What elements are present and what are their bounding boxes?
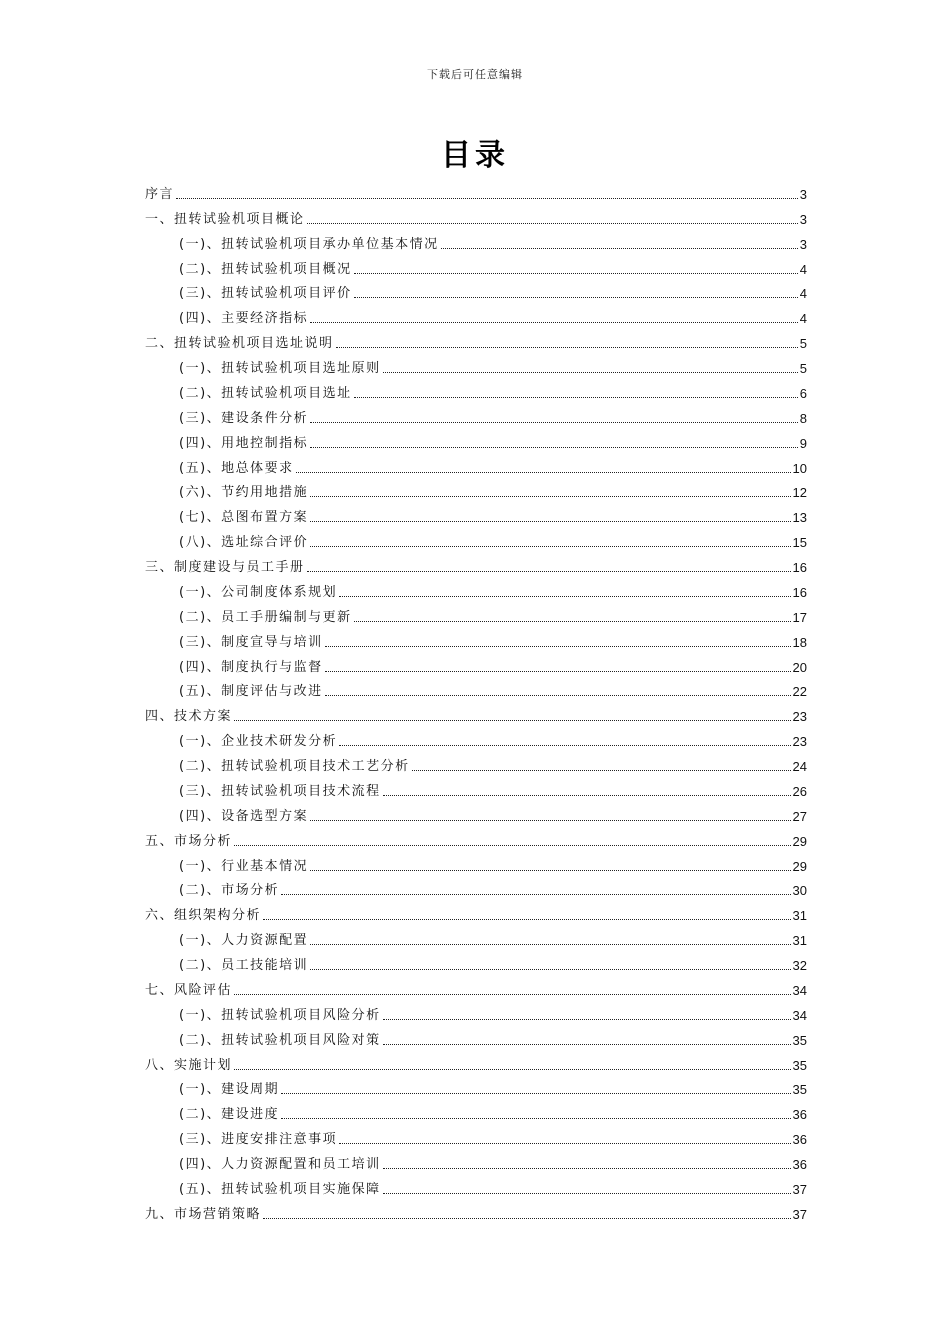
toc-dot-leader xyxy=(354,296,798,298)
table-of-contents xyxy=(145,178,807,1223)
toc-dot-leader xyxy=(339,744,790,746)
toc-dot-leader xyxy=(339,595,790,597)
toc-entry-label: (二)、员工技能培训 xyxy=(179,958,309,973)
toc-entry-label: (三)、进度安排注意事项 xyxy=(179,1132,338,1148)
toc-dot-leader xyxy=(176,197,798,199)
toc-dot-leader xyxy=(310,321,798,323)
toc-dot-leader xyxy=(383,1192,791,1194)
toc-entry-label: 七、风险评估 xyxy=(145,982,233,998)
toc-entry[interactable] xyxy=(145,1198,807,1223)
toc-entry-page: 36 xyxy=(792,1107,807,1123)
toc-entry[interactable] xyxy=(145,402,807,427)
toc-entry-label: 三、制度建设与员工手册 xyxy=(145,560,305,575)
toc-entry-page: 16 xyxy=(792,560,807,575)
toc-entry-page: 12 xyxy=(792,485,807,501)
toc-dot-leader xyxy=(310,495,790,497)
toc-dot-leader xyxy=(325,645,791,647)
toc-entry-label: (二)、扭转试验机项目技术工艺分析 xyxy=(179,759,410,774)
toc-entry[interactable] xyxy=(145,1098,807,1123)
toc-entry-page: 24 xyxy=(792,759,807,774)
toc-entry[interactable] xyxy=(145,676,807,701)
toc-entry[interactable] xyxy=(145,1074,807,1099)
toc-entry[interactable] xyxy=(145,924,807,949)
toc-dot-leader xyxy=(383,1018,791,1020)
toc-dot-leader xyxy=(412,769,791,771)
toc-entry[interactable] xyxy=(145,278,807,303)
toc-entry-label: (一)、公司制度体系规划 xyxy=(179,584,338,600)
toc-dot-leader xyxy=(281,893,790,895)
toc-entry-page: 35 xyxy=(792,1082,807,1098)
toc-entry[interactable] xyxy=(145,775,807,800)
toc-dot-leader xyxy=(307,222,798,224)
toc-dot-leader xyxy=(310,968,790,970)
toc-entry[interactable] xyxy=(145,875,807,900)
toc-entry-label: (四)、主要经济指标 xyxy=(179,311,309,327)
toc-dot-leader xyxy=(383,371,798,373)
toc-entry-page: 31 xyxy=(792,908,807,924)
toc-entry-page: 5 xyxy=(799,361,807,376)
toc-entry-label: (一)、企业技术研发分析 xyxy=(179,734,338,750)
toc-entry-page: 8 xyxy=(799,410,807,426)
toc-entry-label: (三)、建设条件分析 xyxy=(179,410,309,426)
toc-entry-page: 34 xyxy=(792,1007,807,1023)
toc-entry-label: (五)、扭转试验机项目实施保障 xyxy=(179,1181,381,1197)
toc-entry[interactable] xyxy=(145,974,807,999)
toc-dot-leader xyxy=(383,1167,791,1169)
toc-entry-label: 二、扭转试验机项目选址说明 xyxy=(145,336,334,352)
toc-entry[interactable] xyxy=(145,850,807,875)
toc-entry-label: (二)、员工手册编制与更新 xyxy=(179,609,352,625)
toc-entry[interactable] xyxy=(145,700,807,725)
toc-entry-page: 20 xyxy=(792,659,807,675)
toc-entry-label: (四)、设备选型方案 xyxy=(179,808,309,824)
toc-dot-leader xyxy=(325,670,791,672)
toc-entry-label: (四)、用地控制指标 xyxy=(179,435,309,451)
toc-entry[interactable] xyxy=(145,1049,807,1074)
toc-dot-leader xyxy=(281,1117,790,1119)
toc-entry-page: 6 xyxy=(799,385,807,401)
toc-entry-page: 30 xyxy=(792,883,807,899)
toc-entry[interactable] xyxy=(145,1173,807,1198)
toc-entry[interactable] xyxy=(145,651,807,676)
toc-dot-leader xyxy=(263,1217,791,1219)
toc-entry[interactable] xyxy=(145,1123,807,1148)
toc-entry[interactable] xyxy=(145,427,807,452)
toc-entry-page: 23 xyxy=(792,709,807,725)
toc-entry-page: 13 xyxy=(792,510,807,526)
toc-entry-page: 3 xyxy=(799,186,807,202)
toc-entry-label: (三)、制度宣导与培训 xyxy=(179,634,323,650)
toc-entry[interactable] xyxy=(145,1148,807,1173)
toc-entry[interactable] xyxy=(145,725,807,750)
toc-entry[interactable] xyxy=(145,825,807,850)
toc-entry-page: 10 xyxy=(792,460,807,476)
toc-entry[interactable] xyxy=(145,949,807,974)
toc-dot-leader xyxy=(234,1068,791,1070)
toc-entry-page: 23 xyxy=(792,734,807,750)
toc-entry[interactable] xyxy=(145,750,807,775)
toc-dot-leader xyxy=(354,620,791,622)
toc-entry[interactable] xyxy=(145,228,807,253)
toc-entry[interactable] xyxy=(145,800,807,825)
toc-entry-page: 27 xyxy=(792,808,807,824)
toc-entry-page: 4 xyxy=(799,311,807,327)
toc-entry-page: 32 xyxy=(792,958,807,973)
toc-entry-page: 34 xyxy=(792,982,807,998)
toc-entry-label: (五)、制度评估与改进 xyxy=(179,684,323,700)
toc-entry-label: 一、扭转试验机项目概论 xyxy=(145,211,305,227)
toc-entry-label: 八、实施计划 xyxy=(145,1057,233,1073)
toc-entry-page: 29 xyxy=(792,833,807,849)
toc-entry-label: (一)、扭转试验机项目风险分析 xyxy=(179,1007,381,1023)
toc-entry-page: 26 xyxy=(792,783,807,799)
toc-dot-leader xyxy=(310,545,790,547)
toc-entry-label: 五、市场分析 xyxy=(145,833,233,849)
toc-entry-label: (一)、扭转试验机项目选址原则 xyxy=(179,361,381,376)
toc-entry[interactable] xyxy=(145,203,807,228)
toc-dot-leader xyxy=(310,421,798,423)
toc-entry-label: (二)、扭转试验机项目风险对策 xyxy=(179,1032,381,1048)
toc-dot-leader xyxy=(310,819,790,821)
toc-entry[interactable] xyxy=(145,477,807,502)
toc-dot-leader xyxy=(263,918,791,920)
toc-entry-page: 35 xyxy=(792,1057,807,1073)
toc-entry-label: (一)、建设周期 xyxy=(179,1082,280,1098)
toc-entry-page: 17 xyxy=(792,609,807,625)
toc-entry-label: 九、市场营销策略 xyxy=(145,1206,262,1222)
toc-entry-page: 18 xyxy=(792,634,807,650)
toc-title: 目录 xyxy=(441,138,509,173)
toc-entry-label: 四、技术方案 xyxy=(145,709,233,725)
toc-entry-page: 36 xyxy=(792,1157,807,1172)
toc-entry-page: 37 xyxy=(792,1181,807,1197)
toc-dot-leader xyxy=(325,694,791,696)
toc-dot-leader xyxy=(234,844,791,846)
toc-dot-leader xyxy=(307,570,791,572)
toc-entry-page: 9 xyxy=(799,435,807,451)
page-header: 下载后可任意编辑 xyxy=(427,68,523,81)
toc-entry-label: (一)、行业基本情况 xyxy=(179,858,309,874)
toc-dot-leader xyxy=(336,346,798,348)
toc-entry-label: (二)、市场分析 xyxy=(179,883,280,899)
toc-dot-leader xyxy=(383,1043,791,1045)
toc-entry-label: (一)、扭转试验机项目承办单位基本情况 xyxy=(179,236,439,252)
toc-entry[interactable] xyxy=(145,352,807,377)
toc-dot-leader xyxy=(354,396,798,398)
toc-entry[interactable] xyxy=(145,551,807,576)
toc-entry[interactable] xyxy=(145,526,807,551)
toc-entry[interactable] xyxy=(145,327,807,352)
toc-entry[interactable] xyxy=(145,178,807,203)
toc-dot-leader xyxy=(234,993,791,995)
toc-entry[interactable] xyxy=(145,576,807,601)
toc-entry-page: 15 xyxy=(792,535,807,551)
toc-entry[interactable] xyxy=(145,377,807,402)
toc-entry[interactable] xyxy=(145,452,807,477)
toc-entry-label: (八)、选址综合评价 xyxy=(179,535,309,551)
toc-entry-label: (二)、扭转试验机项目选址 xyxy=(179,385,352,401)
toc-entry[interactable] xyxy=(145,899,807,924)
toc-dot-leader xyxy=(310,520,790,522)
toc-dot-leader xyxy=(234,719,791,721)
toc-entry-label: (三)、扭转试验机项目技术流程 xyxy=(179,783,381,799)
toc-dot-leader xyxy=(383,794,791,796)
toc-entry-label: (四)、制度执行与监督 xyxy=(179,659,323,675)
toc-entry-page: 29 xyxy=(792,858,807,874)
toc-entry[interactable] xyxy=(145,999,807,1024)
toc-entry-page: 22 xyxy=(792,684,807,700)
toc-dot-leader xyxy=(310,446,798,448)
toc-entry-page: 3 xyxy=(799,211,807,227)
toc-dot-leader xyxy=(441,247,798,249)
toc-dot-leader xyxy=(310,869,790,871)
toc-entry[interactable] xyxy=(145,302,807,327)
toc-entry-label: (七)、总图布置方案 xyxy=(179,510,309,526)
toc-dot-leader xyxy=(281,1092,790,1094)
toc-entry-label: (六)、节约用地措施 xyxy=(179,485,309,501)
toc-dot-leader xyxy=(310,943,790,945)
toc-entry[interactable] xyxy=(145,626,807,651)
toc-entry-page: 37 xyxy=(792,1206,807,1222)
toc-entry[interactable] xyxy=(145,601,807,626)
toc-entry-page: 36 xyxy=(792,1132,807,1148)
toc-dot-leader xyxy=(296,471,791,473)
toc-entry-page: 4 xyxy=(799,286,807,302)
toc-dot-leader xyxy=(354,272,798,274)
toc-entry-label: 序言 xyxy=(145,186,175,202)
toc-entry-page: 35 xyxy=(792,1032,807,1048)
toc-entry-page: 4 xyxy=(799,261,807,277)
toc-entry-label: (一)、人力资源配置 xyxy=(179,933,309,949)
toc-entry-label: 六、组织架构分析 xyxy=(145,908,262,924)
toc-entry-label: (四)、人力资源配置和员工培训 xyxy=(179,1157,381,1172)
toc-entry-label: (三)、扭转试验机项目评价 xyxy=(179,286,352,302)
toc-entry[interactable] xyxy=(145,253,807,278)
toc-entry-label: (二)、建设进度 xyxy=(179,1107,280,1123)
toc-entry-label: (五)、地总体要求 xyxy=(179,460,294,476)
toc-entry[interactable] xyxy=(145,501,807,526)
toc-entry-page: 31 xyxy=(792,933,807,949)
toc-entry-label: (二)、扭转试验机项目概况 xyxy=(179,261,352,277)
toc-entry-page: 16 xyxy=(792,584,807,600)
toc-dot-leader xyxy=(339,1142,790,1144)
toc-entry-page: 3 xyxy=(799,236,807,252)
toc-entry-page: 5 xyxy=(799,336,807,352)
toc-entry[interactable] xyxy=(145,1024,807,1049)
